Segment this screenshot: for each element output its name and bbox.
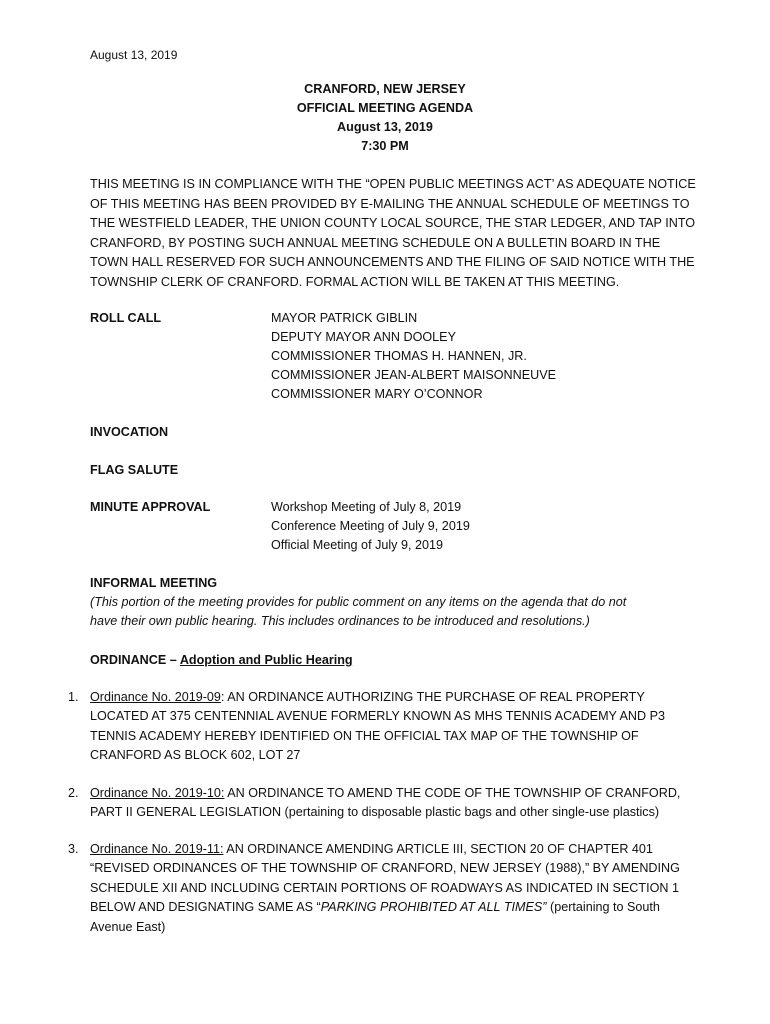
roll-call-member: COMMISSIONER MARY O’CONNOR <box>271 387 483 401</box>
notice-line: THIS MEETING IS IN COMPLIANCE WITH THE “OPEN PUBLIC MEETINGS ACT’ AS ADEQUATE NOTICE <box>90 177 696 191</box>
meeting-date: August 13, 2019 <box>337 120 433 134</box>
roll-call-member: MAYOR PATRICK GIBLIN <box>271 311 418 325</box>
ordinance-reference: Ordinance No. 2019-11: <box>90 842 224 856</box>
roll-call-member: DEPUTY MAYOR ANN DOOLEY <box>271 330 456 344</box>
invocation-label: INVOCATION <box>90 425 169 439</box>
ordinance-number: 2. <box>68 786 79 800</box>
notice-line: TOWNSHIP CLERK OF CRANFORD. FORMAL ACTION WILL BE TAKEN AT THIS MEETING. <box>90 274 620 289</box>
minute-approval-item: Official Meeting of July 9, 2019 <box>271 538 443 552</box>
minute-approval-label: MINUTE APPROVAL <box>90 500 211 514</box>
ordinance-text: “REVISED ORDINANCES OF THE TOWNSHIP OF CRANFORD, NEW JERSEY (1988),” BY AMENDING <box>90 861 680 876</box>
notice-line: CRANFORD, BY POSTING SUCH ANNUAL MEETING SCHEDULE ON A BULLETIN BOARD IN THE <box>90 235 661 250</box>
municipality-title: CRANFORD, NEW JERSEY <box>304 82 466 96</box>
document-date: August 13, 2019 <box>90 48 178 62</box>
ordinance-text: BELOW AND DESIGNATING SAME AS “ <box>90 900 321 915</box>
ordinance-text: TENNIS ACADEMY HEREBY IDENTIFIED ON THE OFFICIAL TAX MAP OF THE TOWNSHIP OF <box>90 728 639 743</box>
notice-line: OF THIS MEETING HAS BEEN PROVIDED BY E-MAILING THE ANNUAL SCHEDULE OF MEETINGS TO <box>90 196 690 211</box>
informal-meeting-title: INFORMAL MEETING <box>90 576 218 590</box>
minute-approval-list <box>271 498 470 555</box>
roll-call-list <box>271 309 556 404</box>
ordinance-text: PART II GENERAL LEGISLATION (pertaining to disposable plastic bags and other single-use plastics) <box>90 805 660 820</box>
ordinance-text: AN ORDINANCE AMENDING ARTICLE III, SECTION 20 OF CHAPTER 401 <box>223 842 653 856</box>
ordinance-emphasis: PARKING PROHIBITED AT ALL TIMES” <box>320 900 547 915</box>
roll-call-member: COMMISSIONER JEAN-ALBERT MAISONNEUVE <box>271 368 557 382</box>
roll-call-label: ROLL CALL <box>90 311 162 325</box>
ordinance-item <box>68 840 710 937</box>
ordinance-text: : AN ORDINANCE AUTHORIZING THE PURCHASE OF REAL PROPERTY <box>220 690 645 704</box>
notice-line: THE WESTFIELD LEADER, THE UNION COUNTY LOCAL SOURCE, THE STAR LEDGER, AND TAP INTO <box>90 216 696 230</box>
agenda-header <box>0 80 770 156</box>
notice-line: TOWN HALL RESERVED FOR SUCH ANNOUNCEMENTS AND THE FILING OF SAID NOTICE WITH THE <box>90 255 695 269</box>
ordinance-text: LOCATED AT 375 CENTENNIAL AVENUE FORMERLY KNOWN AS MHS TENNIS ACADEMY AND P3 <box>90 709 666 724</box>
ordinance-number: 1. <box>68 690 79 704</box>
minute-approval-item: Conference Meeting of July 9, 2019 <box>271 519 470 533</box>
ordinance-text: (pertaining to South <box>546 900 660 915</box>
ordinance-number: 3. <box>68 842 79 856</box>
ordinance-text: CRANFORD AS BLOCK 602, LOT 27 <box>90 748 301 763</box>
ordinance-section-heading <box>90 651 353 670</box>
minute-approval-item: Workshop Meeting of July 8, 2019 <box>271 500 462 514</box>
ordinance-heading-prefix: ORDINANCE – <box>90 653 180 667</box>
informal-meeting-section <box>90 574 626 631</box>
ordinance-heading-title: Adoption and Public Hearing <box>179 653 353 667</box>
ordinance-reference: Ordinance No. 2019-09 <box>90 690 221 704</box>
ordinance-text: SCHEDULE XII AND INCLUDING CERTAIN PORTIONS OF ROADWAYS AS INDICATED IN SECTION 1 <box>90 880 679 895</box>
ordinance-item <box>68 784 710 823</box>
ordinance-text: Avenue East) <box>90 919 166 934</box>
meeting-time: 7:30 PM <box>361 139 409 153</box>
ordinance-text: AN ORDINANCE TO AMEND THE CODE OF THE TOWNSHIP OF CRANFORD, <box>224 786 681 800</box>
flag-salute-label: FLAG SALUTE <box>90 463 179 477</box>
agenda-title: OFFICIAL MEETING AGENDA <box>296 101 474 115</box>
ordinance-reference: Ordinance No. 2019-10: <box>90 786 225 800</box>
public-notice-paragraph <box>90 175 710 292</box>
roll-call-member: COMMISSIONER THOMAS H. HANNEN, JR. <box>271 349 527 363</box>
informal-meeting-desc-line: have their own public hearing. This includes ordinances to be introduced and resolutions.) <box>90 614 590 628</box>
ordinance-item <box>68 688 710 766</box>
informal-meeting-desc-line: (This portion of the meeting provides for public comment on any items on the agenda that do not <box>90 595 627 609</box>
